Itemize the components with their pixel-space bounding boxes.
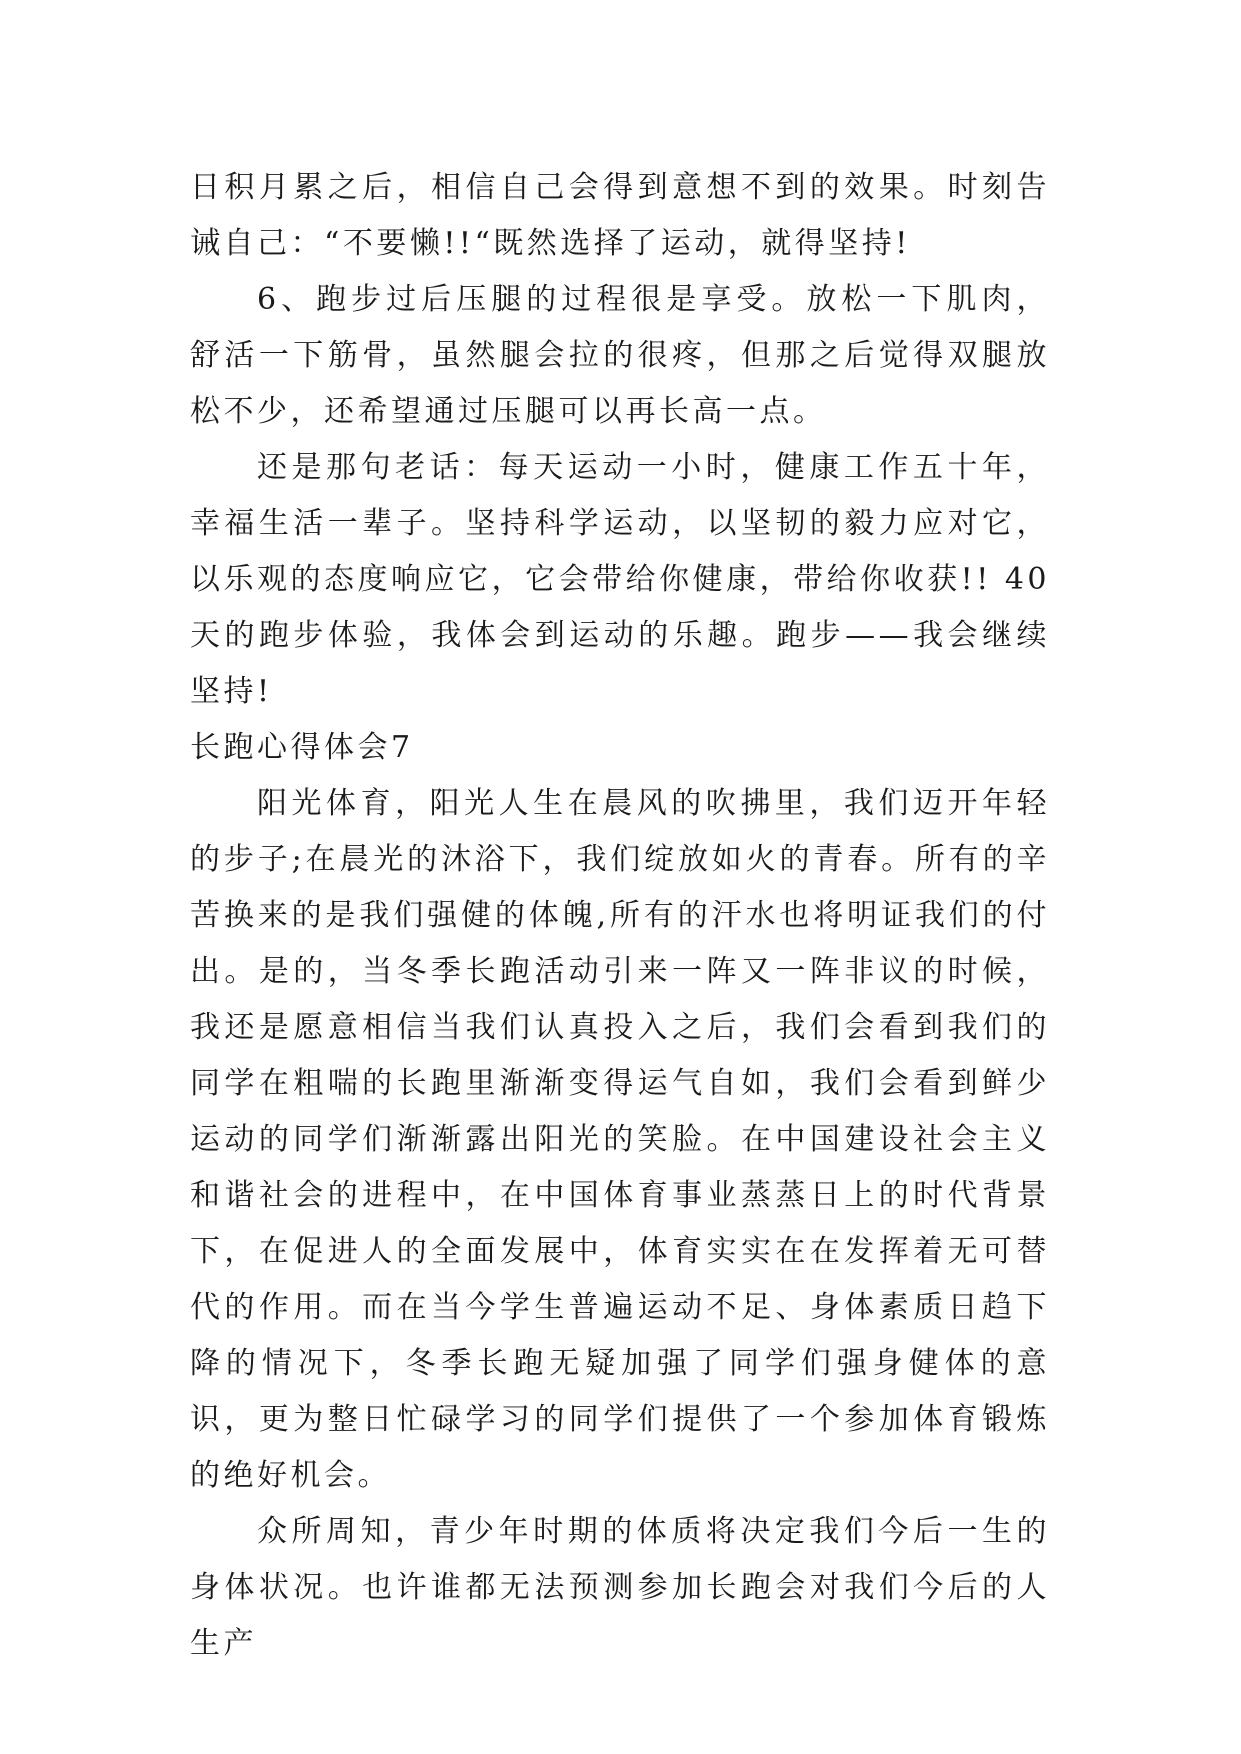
paragraph-item-6: 6、跑步过后压腿的过程很是享受。放松一下肌肉，舒活一下筋骨，虽然腿会拉的很疼，但那之后觉得双腿放松不少，还希望通过压腿可以再长高一点。	[190, 282, 1050, 429]
document-body	[190, 160, 1050, 1672]
paragraph-conclusion: 还是那句老话：每天运动一小时，健康工作五十年，幸福生活一辈子。坚持科学运动，以坚韧的毅力应对它，以乐观的态度响应它，它会带给你健康，带给你收获!! 40天的跑步体验，我体会到运动的乐趣。跑步——我会继续坚持!	[190, 450, 1050, 709]
section-heading: 长跑心得体会7	[190, 730, 414, 765]
paragraph-youth-health: 众所周知，青少年时期的体质将决定我们今后一生的身体状况。也许谁都无法预测参加长跑会对我们今后的人生产	[190, 1514, 1050, 1661]
paragraph-sunshine-sports: 阳光体育，阳光人生在晨风的吹拂里，我们迈开年轻的步子;在晨光的沐浴下，我们绽放如火的青春。所有的辛苦换来的是我们强健的体魄,所有的汗水也将明证我们的付出。是的，当冬季长跑活动引来一阵又一阵非议的时候，我还是愿意相信当我们认真投入之后，我们会看到我们的同学在粗喘的长跑里渐渐变得运气自如，我们会看到鲜少运动的同学们渐渐露出阳光的笑脸。在中国建设社会主义和谐社会的进程中，在中国体育事业蒸蒸日上的时代背景下，在促进人的全面发展中，体育实实在在发挥着无可替代的作用。而在当今学生普遍运动不足、身体素质日趋下降的情况下，冬季长跑无疑加强了同学们强身健体的意识，更为整日忙碌学习的同学们提供了一个参加体育锻炼的绝好机会。	[190, 786, 1050, 1493]
paragraph-continuation: 日积月累之后，相信自己会得到意想不到的效果。时刻告诫自己：“不要懒!!“既然选择了运动，就得坚持!	[190, 170, 1050, 261]
